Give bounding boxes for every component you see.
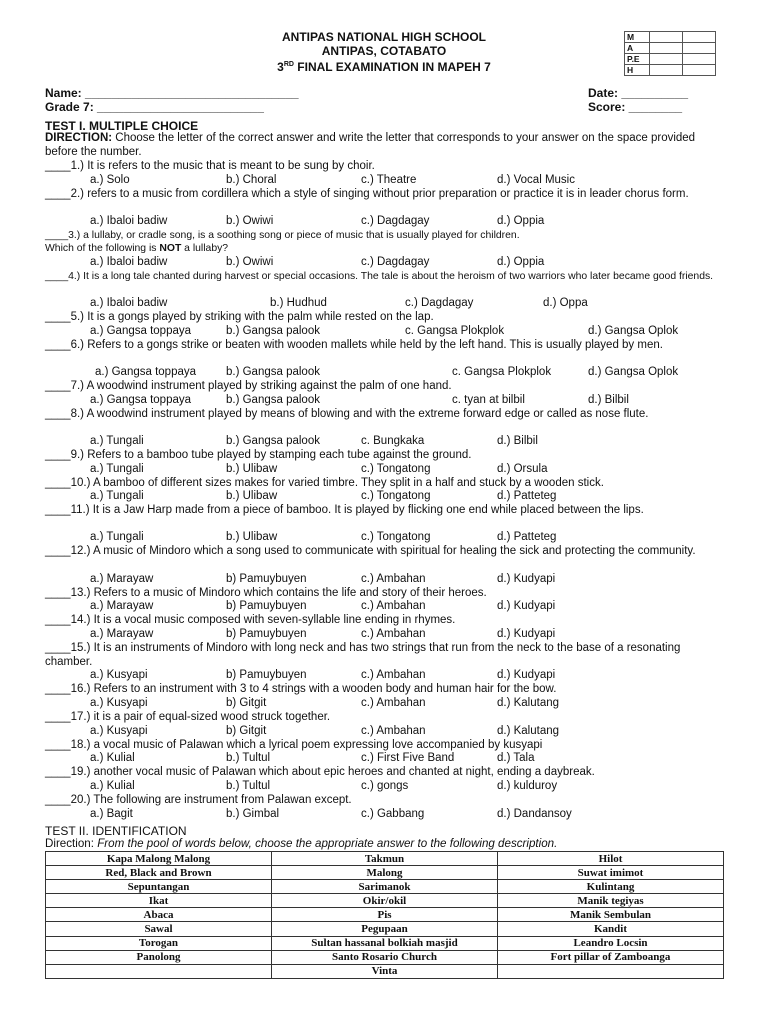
- question-16-choice-d: d.) Kalutang: [497, 697, 560, 709]
- question-3-text: ____3.) a lullaby, or cradle song, is a soothing song or piece of music that is usually played for children.: [45, 230, 520, 241]
- question-2-text: ____2.) refers to a music from cordillera which a style of singing without prior preparation or practice it is in leader chorus form.: [45, 188, 689, 200]
- question-2-choice-b: b.) Owiwi: [226, 215, 274, 227]
- word-pool-cell: Suwat imimot: [498, 866, 724, 880]
- word-pool-cell: Sawal: [46, 922, 272, 936]
- question-16-choice-c: c.) Ambahan: [361, 697, 426, 709]
- mapeh-score-cell[interactable]: [683, 54, 716, 65]
- question-10-choice-c: c.) Tongatong: [361, 490, 431, 502]
- mapeh-score-box: [624, 31, 716, 76]
- question-3-choice-d: d.) Oppia: [497, 256, 545, 268]
- question-20-choice-a: a.) Bagit: [90, 808, 133, 820]
- question-9-choice-d: d.) Orsula: [497, 463, 548, 475]
- question-20-text: ____20.) The following are instrument from Palawan except.: [45, 794, 352, 806]
- question-6-choice-c: c. Gangsa Plokplok: [452, 366, 552, 378]
- question-20-choice-b: b.) Gimbal: [226, 808, 280, 820]
- question-3-choice-a: a.) Ibaloi badiw: [90, 256, 168, 268]
- question-4-choice-d: d.) Oppa: [543, 297, 588, 309]
- question-8-choice-d: d.) Bilbil: [497, 435, 538, 447]
- word-pool-cell: [46, 964, 272, 978]
- question-19-text: ____19.) another vocal music of Palawan which about epic heroes and chanted at night, ending a daybreak.: [45, 766, 595, 778]
- question-15-choice-a: a.) Kusyapi: [90, 669, 148, 681]
- test1-title: TEST I. MULTIPLE CHOICE: [45, 119, 199, 133]
- word-pool-row: [46, 894, 724, 908]
- word-pool-cell: Santo Rosario Church: [272, 950, 498, 964]
- mapeh-score-cell[interactable]: [683, 32, 716, 43]
- word-pool-cell: Red, Black and Brown: [46, 866, 272, 880]
- mapeh-score-cell[interactable]: [650, 32, 683, 43]
- exam-title-text: FINAL EXAMINATION IN MAPEH 7: [293, 60, 491, 74]
- question-20-choice-c: c.) Gabbang: [361, 808, 425, 820]
- question-3-choice-c: c.) Dagdagay: [361, 256, 430, 268]
- question-18-choice-a: a.) Kulial: [90, 752, 135, 764]
- question-13-choice-a: a.) Marayaw: [90, 600, 154, 612]
- question-11-text: ____11.) It is a Jaw Harp made from a piece of bamboo. It is played by flicking one end while placed between the lips.: [45, 504, 644, 516]
- question-4-choice-a: a.) Ibaloi badiw: [90, 297, 168, 309]
- question-11-choice-b: b.) Ulibaw: [226, 531, 278, 543]
- question-1-choice-c: c.) Theatre: [361, 174, 417, 186]
- question-19-choice-d: d.) kulduroy: [497, 780, 558, 792]
- name-field[interactable]: Name: ________________________________: [45, 86, 299, 100]
- word-pool-cell: Panolong: [46, 950, 272, 964]
- direction-label: DIRECTION:: [45, 132, 113, 144]
- question-13-choice-b: b) Pamuybuyen: [226, 600, 307, 612]
- word-pool-cell: Kandit: [498, 922, 724, 936]
- question-12-text: ____12.) A music of Mindoro which a song used to communicate with spiritual for healing the sick and protecting the community.: [45, 545, 696, 557]
- question-1-choice-a: a.) Solo: [90, 174, 130, 186]
- question-16-choice-a: a.) Kusyapi: [90, 697, 148, 709]
- question-17-choice-d: d.) Kalutang: [497, 725, 560, 737]
- question-1-choice-d: d.) Vocal Music: [497, 174, 575, 186]
- question-subtext: Which of the following is: [45, 243, 160, 254]
- test2-direction-text: From the pool of words below, choose the appropriate answer to the following description.: [97, 837, 558, 850]
- question-8-choice-c: c. Bungkaka: [361, 435, 425, 447]
- mapeh-score-cell[interactable]: [650, 54, 683, 65]
- word-pool-row: [46, 880, 724, 894]
- question-7-choice-b: b.) Gangsa palook: [226, 394, 320, 406]
- word-pool-cell: Malong: [272, 866, 498, 880]
- question-7-text: ____7.) A woodwind instrument played by striking against the palm of one hand.: [45, 380, 452, 392]
- word-pool-cell: Sultan hassanal bolkiah masjid: [272, 936, 498, 950]
- question-13-text: ____13.) Refers to a music of Mindoro which contains the life and story of their heroes.: [45, 587, 487, 599]
- word-pool-cell: Pegupaan: [272, 922, 498, 936]
- question-4-choice-c: c.) Dagdagay: [405, 297, 474, 309]
- question-9-choice-c: c.) Tongatong: [361, 463, 431, 475]
- mapeh-letter: M: [625, 32, 650, 43]
- score-field[interactable]: Score: ________: [588, 100, 683, 114]
- question-12-choice-c: c.) Ambahan: [361, 573, 426, 585]
- word-pool-cell: Manik Sembulan: [498, 908, 724, 922]
- question-10-choice-a: a.) Tungali: [90, 490, 144, 502]
- question-14-choice-c: c.) Ambahan: [361, 628, 426, 640]
- word-pool-cell: Pis: [272, 908, 498, 922]
- mapeh-score-cell[interactable]: [650, 43, 683, 54]
- question-19-choice-c: c.) gongs: [361, 780, 409, 792]
- question-17-choice-a: a.) Kusyapi: [90, 725, 148, 737]
- question-14-choice-d: d.) Kudyapi: [497, 628, 556, 640]
- question-12-choice-a: a.) Marayaw: [90, 573, 154, 585]
- question-11-choice-d: d.) Patteteg: [497, 531, 557, 543]
- word-pool-cell: Sepuntangan: [46, 880, 272, 894]
- word-pool-cell: Fort pillar of Zamboanga: [498, 950, 724, 964]
- question-20-choice-d: d.) Dandansoy: [497, 808, 572, 820]
- mapeh-score-cell[interactable]: [683, 65, 716, 76]
- question-16-text: ____16.) Refers to an instrument with 3 to 4 strings with a wooden body and human hair for the bow.: [45, 683, 557, 695]
- grade-field[interactable]: Grade 7: _________________________: [45, 100, 264, 114]
- question-19-choice-a: a.) Kulial: [90, 780, 135, 792]
- question-8-choice-a: a.) Tungali: [90, 435, 144, 447]
- exam-ordinal: 3: [277, 60, 284, 74]
- word-pool-cell: Sarimanok: [272, 880, 498, 894]
- word-pool-row: [46, 852, 724, 866]
- mapeh-score-cell[interactable]: [683, 43, 716, 54]
- question-5-choice-b: b.) Gangsa palook: [226, 325, 320, 337]
- question-7-choice-d: d.) Bilbil: [588, 394, 629, 406]
- question-18-choice-c: c.) First Five Band: [361, 752, 455, 764]
- word-pool-row: [46, 908, 724, 922]
- question-6-choice-d: d.) Gangsa Oplok: [588, 366, 679, 378]
- question-1-text: ____1.) It is refers to the music that is meant to be sung by choir.: [45, 160, 375, 172]
- word-pool-cell: Okir/okil: [272, 894, 498, 908]
- question-4-text: ____4.) It is a long tale chanted during harvest or special occasions. The tale is about the heroism of two warriors who later became good friends.: [45, 271, 714, 282]
- mapeh-letter: P.E: [625, 54, 650, 65]
- question-11-choice-a: a.) Tungali: [90, 531, 144, 543]
- question-10-choice-b: b.) Ulibaw: [226, 490, 278, 502]
- question-6-text: ____6.) Refers to a gongs strike or beaten with wooden mallets while held by the left hand. This is usually played by men.: [45, 339, 663, 351]
- question-15-text: ____15.) It is an instruments of Mindoro with long neck and has two strings that run from the neck to the base of a resonating chamber.: [45, 642, 681, 668]
- word-pool-row: [46, 866, 724, 880]
- word-pool-table: [45, 851, 724, 979]
- word-pool-row: [46, 950, 724, 964]
- test1-direction: [45, 132, 730, 160]
- mapeh-score-cell[interactable]: [650, 65, 683, 76]
- word-pool-cell: Vinta: [272, 964, 498, 978]
- question-13-choice-d: d.) Kudyapi: [497, 600, 556, 612]
- word-pool-row: [46, 964, 724, 978]
- question-7-choice-a: a.) Gangsa toppaya: [90, 394, 192, 406]
- question-14-choice-a: a.) Marayaw: [90, 628, 154, 640]
- question-5-text: ____5.) It is a gongs played by striking with the palm while rested on the lap.: [45, 311, 434, 323]
- mapeh-letter: H: [625, 65, 650, 76]
- question-17-choice-c: c.) Ambahan: [361, 725, 426, 737]
- question-5-choice-a: a.) Gangsa toppaya: [90, 325, 192, 337]
- question-1-choice-b: b.) Choral: [226, 174, 277, 186]
- school-name: ANTIPAS NATIONAL HIGH SCHOOL: [282, 30, 486, 44]
- word-pool-cell: Takmun: [272, 852, 498, 866]
- question-15-choice-b: b) Pamuybuyen: [226, 669, 307, 681]
- question-5-choice-d: d.) Gangsa Oplok: [588, 325, 679, 337]
- school-location: ANTIPAS, COTABATO: [321, 44, 447, 58]
- word-pool-cell: Ikat: [46, 894, 272, 908]
- word-pool-cell: Kapa Malong Malong: [46, 852, 272, 866]
- question-14-choice-b: b) Pamuybuyen: [226, 628, 307, 640]
- word-pool-cell: Manik tegiyas: [498, 894, 724, 908]
- question-2-choice-c: c.) Dagdagay: [361, 215, 430, 227]
- question-3-text-line2: [45, 242, 730, 255]
- question-18-choice-b: b.) Tultul: [226, 752, 271, 764]
- question-8-text: ____8.) A woodwind instrument played by means of blowing and with the extreme forward edge or called as nose flute.: [45, 408, 649, 420]
- question-8-choice-b: b.) Gangsa palook: [226, 435, 320, 447]
- word-pool-cell: [498, 964, 724, 978]
- test2-direction: [45, 837, 557, 851]
- question-15-choice-d: d.) Kudyapi: [497, 669, 556, 681]
- question-17-text: ____17.) it is a pair of equal-sized wood struck together.: [45, 711, 331, 723]
- question-6-choice-a: a.) Gangsa toppaya: [95, 366, 197, 378]
- question-10-text: ____10.) A bamboo of different sizes makes for varied timbre. They split in a half and stuck by a wooden stick.: [45, 477, 604, 489]
- question-18-text: ____18.) a vocal music of Palawan which a lyrical poem expressing love accompanied by kusyapi: [45, 739, 543, 751]
- question-12-choice-d: d.) Kudyapi: [497, 573, 556, 585]
- question-19-choice-b: b.) Tultul: [226, 780, 271, 792]
- question-17-choice-b: b) Gitgit: [226, 725, 267, 737]
- question-4-choice-b: b.) Hudhud: [270, 297, 327, 309]
- question-16-choice-b: b) Gitgit: [226, 697, 267, 709]
- word-pool-cell: Leandro Locsin: [498, 936, 724, 950]
- word-pool-row: [46, 936, 724, 950]
- test2-direction-label: Direction:: [45, 837, 98, 850]
- question-subtext: a lullaby?: [181, 243, 229, 254]
- question-5-choice-c: c. Gangsa Plokplok: [405, 325, 505, 337]
- word-pool-cell: Torogan: [46, 936, 272, 950]
- word-pool-cell: Hilot: [498, 852, 724, 866]
- question-3-choice-b: b.) Owiwi: [226, 256, 274, 268]
- direction-text: Choose the letter of the correct answer and write the letter that corresponds to your answer on the space provided before the number.: [45, 132, 696, 158]
- question-emphasis: NOT: [159, 243, 182, 254]
- question-13-choice-c: c.) Ambahan: [361, 600, 426, 612]
- question-9-choice-a: a.) Tungali: [90, 463, 144, 475]
- word-pool-row: [46, 922, 724, 936]
- question-18-choice-d: d.) Tala: [497, 752, 535, 764]
- question-6-choice-b: b.) Gangsa palook: [226, 366, 320, 378]
- question-10-choice-d: d.) Patteteg: [497, 490, 557, 502]
- question-2-choice-d: d.) Oppia: [497, 215, 545, 227]
- date-field[interactable]: Date: __________: [588, 86, 689, 100]
- question-7-choice-c: c. tyan at bilbil: [452, 394, 525, 406]
- test2-title: TEST II. IDENTIFICATION: [45, 824, 187, 838]
- question-14-text: ____14.) It is a vocal music composed with seven-syllable line ending in rhymes.: [45, 614, 456, 626]
- exam-ordinal-suffix: RD: [283, 61, 294, 68]
- question-2-choice-a: a.) Ibaloi badiw: [90, 215, 168, 227]
- question-11-choice-c: c.) Tongatong: [361, 531, 431, 543]
- question-12-choice-b: b) Pamuybuyen: [226, 573, 307, 585]
- word-pool-cell: Abaca: [46, 908, 272, 922]
- word-pool-cell: Kulintang: [498, 880, 724, 894]
- mapeh-letter: A: [625, 43, 650, 54]
- question-15-choice-c: c.) Ambahan: [361, 669, 426, 681]
- question-9-choice-b: b.) Ulibaw: [226, 463, 278, 475]
- question-9-text: ____9.) Refers to a bamboo tube played by stamping each tube against the ground.: [45, 449, 472, 461]
